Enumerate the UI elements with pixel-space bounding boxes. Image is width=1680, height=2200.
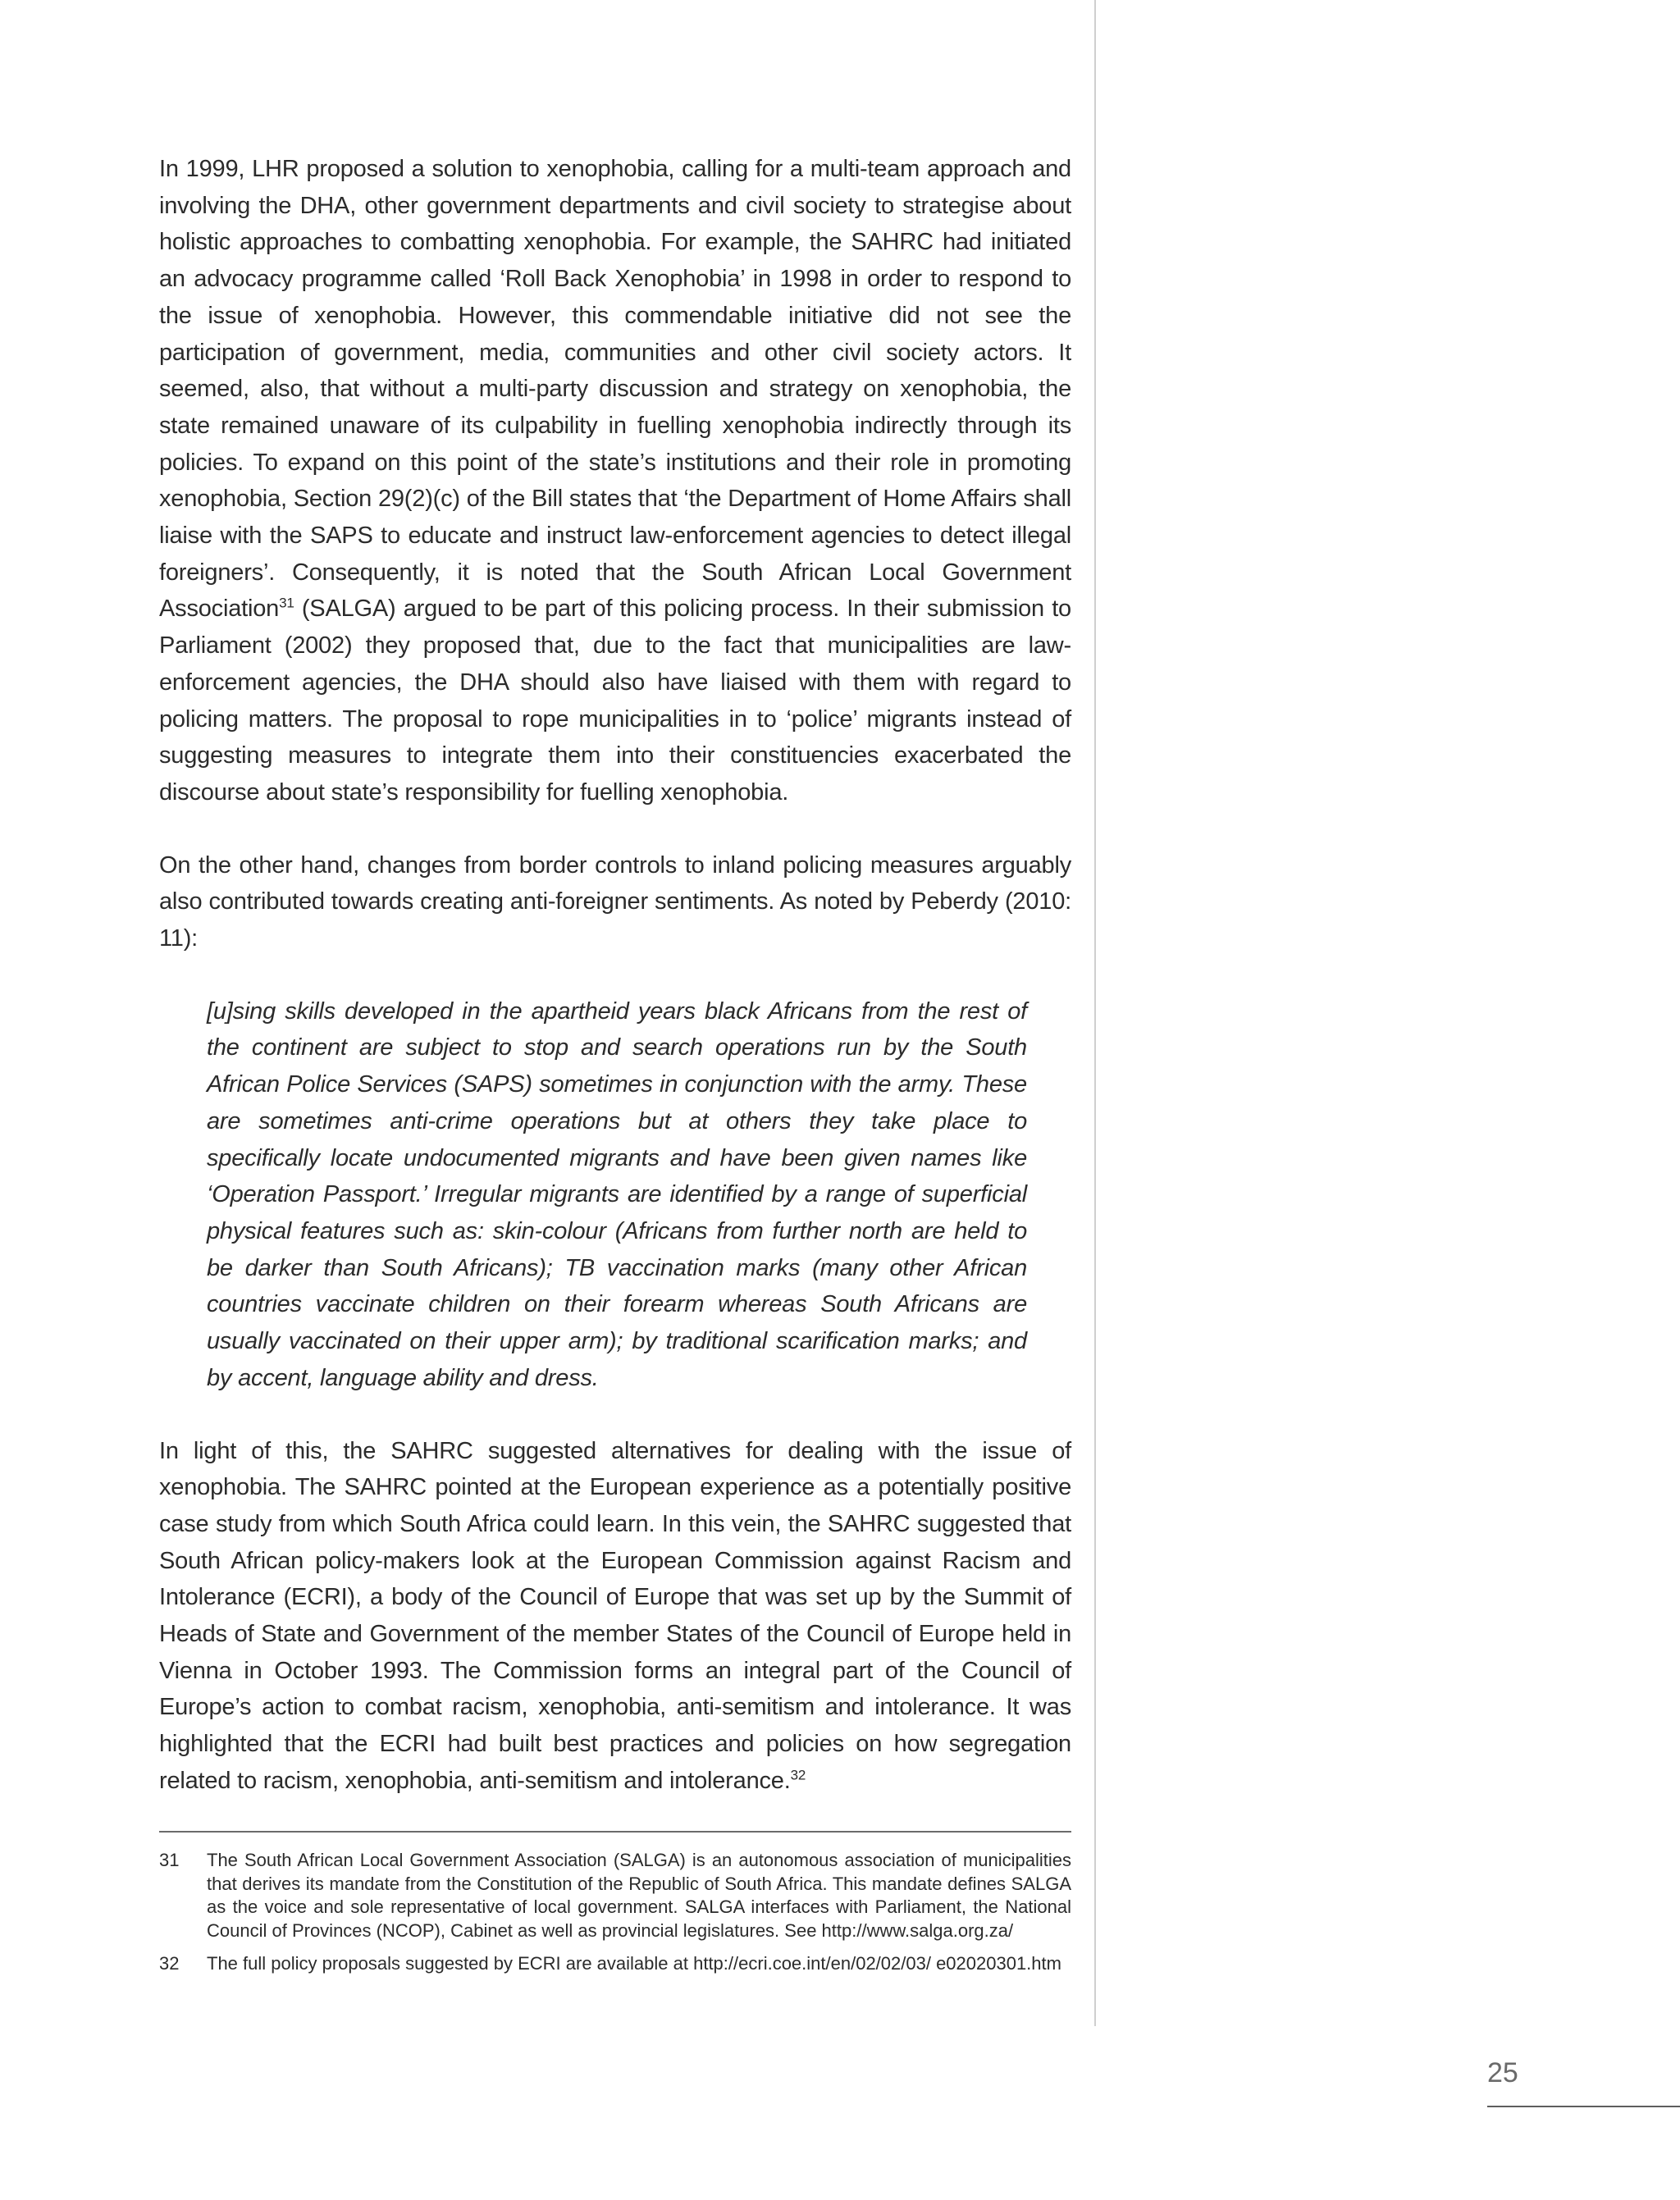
footnote-text: The full policy proposals suggested by ECRI are available at http://ecri.coe.int/en/02/02/03/ e02020301.htm bbox=[207, 1953, 1061, 1974]
footnotes-section bbox=[159, 1849, 1071, 1986]
paragraph-spacer bbox=[159, 1397, 1071, 1433]
paragraph-spacer bbox=[159, 811, 1071, 847]
column-divider bbox=[1094, 0, 1096, 2026]
body-paragraph-3 bbox=[159, 1433, 1071, 1800]
footnote-32 bbox=[159, 1952, 1071, 1976]
page-number-underline bbox=[1487, 2106, 1680, 2107]
footnote-number: 32 bbox=[159, 1953, 180, 1974]
footnote-text: The South African Local Government Association (SALGA) is an autonomous association of municipalities that derives its mandate from the Constitution of the Republic of South Africa. This mandate defines SALGA as the voice and sole representative of local government. SALGA interfaces with Parliament, the National Council of Provinces (NCOP), Cabinet as well as provincial legislatures. See http://www.salga.org.za/ bbox=[207, 1850, 1071, 1941]
body-paragraph-2: On the other hand, changes from border controls to inland policing measures arguably also contributed towards creating anti-foreigner sentiments. As noted by Peberdy (2010: 11): bbox=[159, 851, 1071, 952]
body-paragraph-1 bbox=[159, 151, 1071, 811]
page-number: 25 bbox=[1487, 2057, 1518, 2088]
paragraph-1-text-b: (SALGA) argued to be part of this policing process. In their submission to Parliament (2002) they proposed that, due to the fact that municipalities are law-enforcement agencies, the DHA should also have liaised with them with regard to policing matters. The proposal to rope municipalities in to ‘police’ migrants instead of suggesting measures to integrate them into their constituencies exacerbated the discourse about state’s responsibility for fuelling xenophobia. bbox=[159, 596, 1071, 806]
footnote-marker-31[interactable]: 31 bbox=[279, 595, 294, 611]
footnote-number: 31 bbox=[159, 1850, 180, 1870]
footnote-separator bbox=[159, 1831, 1071, 1833]
footnote-marker-32[interactable]: 32 bbox=[790, 1767, 806, 1783]
footnote-31 bbox=[159, 1849, 1071, 1942]
paragraph-spacer bbox=[159, 957, 1071, 993]
paragraph-3-text: In light of this, the SAHRC suggested alternatives for dealing with the issue of xenophobia. The SAHRC pointed at the European experience as a potentially positive case study from which South Africa could learn. In this vein, the SAHRC suggested that South African policy-makers look at the European Commission against Racism and Intolerance (ECRI), a body of the Council of Europe that was set up by the Summit of Heads of State and Government of the member States of the Council of Europe held in Vienna in October 1993. The Commission forms an integral part of the Council of Europe’s action to combat racism, xenophobia, anti-semitism and intolerance. It was highlighted that the ECRI had built best practices and policies on how segregation related to racism, xenophobia, anti-semitism and intolerance. bbox=[159, 1437, 1071, 1794]
main-text-column bbox=[159, 151, 1071, 1800]
block-quote: [u]sing skills developed in the apartheid years black Africans from the rest of the continent are subject to stop and search operations run by the South African Police Services (SAPS) sometimes in conjunction with the army. These are sometimes anti-crime operations but at others they take place to specifically locate undocumented migrants and have been given names like ‘Operation Passport.’ Irregular migrants are identified by a range of superficial physical features such as: skin-colour (Africans from further north are held to be darker than South Africans); TB vaccination marks (many other African countries vaccinate children on their forearm whereas South Africans are usually vaccinated on their upper arm); by traditional scarification marks; and by accent, language ability and dress. bbox=[207, 997, 1027, 1391]
paragraph-1-text-a: In 1999, LHR proposed a solution to xenophobia, calling for a multi-team approach and involving the DHA, other government departments and civil society to strategise about holistic approaches to combatting xenophobia. For example, the SAHRC had initiated an advocacy programme called ‘Roll Back Xenophobia’ in 1998 in order to respond to the issue of xenophobia. However, this commendable initiative did not see the participation of government, media, communities and other civil society actors. It seemed, also, that without a multi-party discussion and strategy on xenophobia, the state remained unaware of its culpability in fuelling xenophobia indirectly through its policies. To expand on this point of the state’s institutions and their role in promoting xenophobia, Section 29(2)(c) of the Bill states that ‘the Department of Home Affairs shall liaise with the SAPS to educate and instruct law-enforcement agencies to detect illegal foreigners’. Consequently, it is noted that the South African Local Government Association bbox=[159, 156, 1071, 623]
